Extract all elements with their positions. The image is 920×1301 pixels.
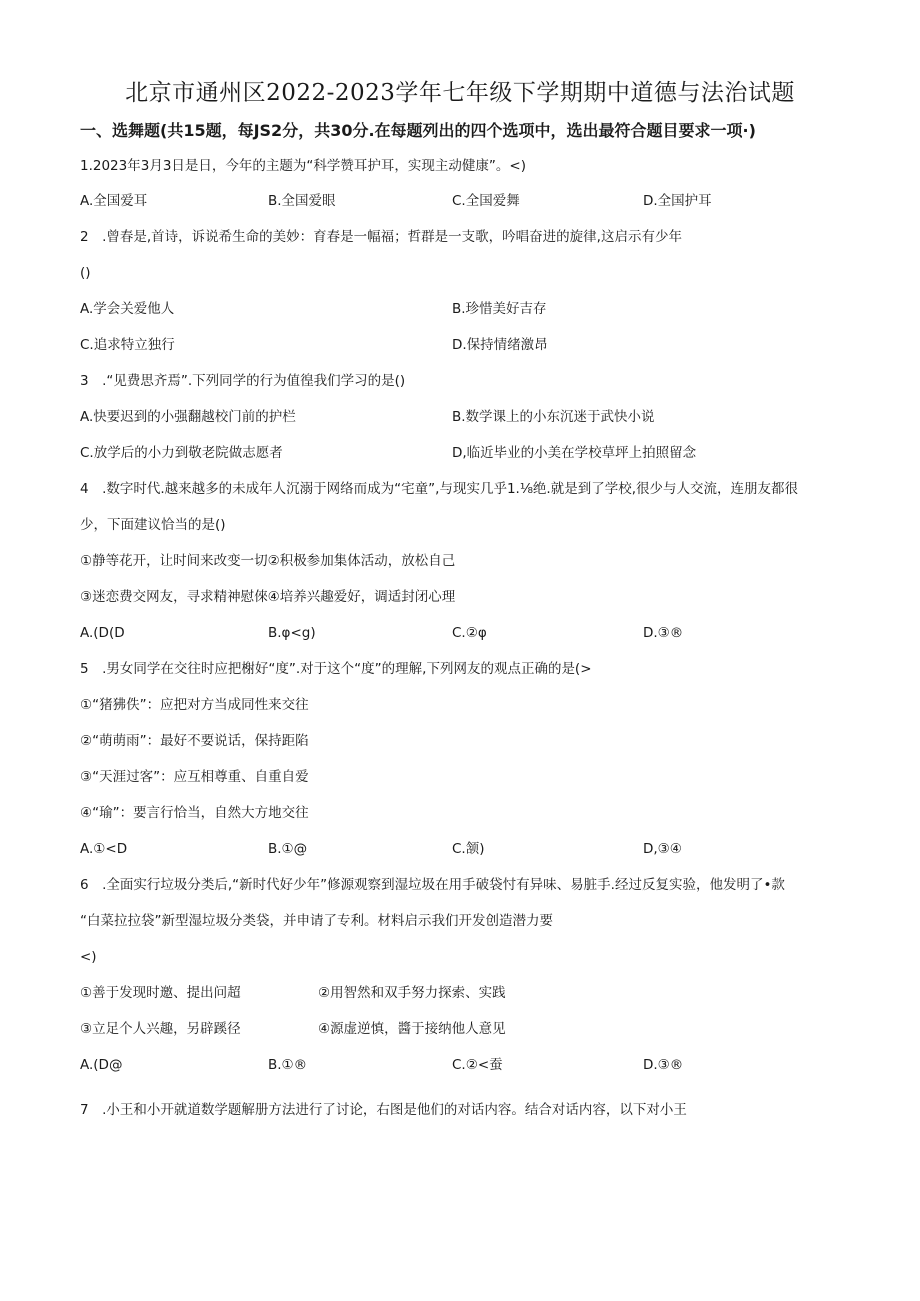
question-3-option-a: A.快要迟到的小强翻越校门前的护栏 [80, 409, 296, 425]
question-6-stem-line-2: “白菜拉拉袋”新型湿垃圾分类袋，并申请了专利。材料启示我们开发创造潜力要 [80, 913, 553, 929]
question-2-option-c: C.追求特立独行 [80, 337, 175, 353]
question-6-statement-4: ④源虚逆慎，醬于接纳他人意见 [318, 1021, 506, 1037]
question-4-option-a: A.(D(D [80, 625, 125, 641]
question-1-stem: 1.2023年3月3日是日，今年的主题为“科学赞耳护耳，实现主动健康”。<) [80, 158, 526, 174]
question-4-statement-line-1: ①静等花开，让时间来改变一切②积极参加集体活动，放松自己 [80, 553, 456, 569]
question-5-stem: 5 .男女同学在交往时应把榭好“度”.对于这个“度”的理解,下列网友的观点正确的是(> [80, 661, 592, 677]
question-5-statement-3: ③“天涯过客”：应互相尊重、自重自爱 [80, 769, 309, 785]
question-3-option-d: D,临近毕业的小美在学校草坪上拍照留念 [452, 445, 697, 461]
question-2-option-b: B.珍惜美好吉存 [452, 301, 547, 317]
question-6-option-d: D.③® [643, 1057, 684, 1073]
question-4-option-d: D.③® [643, 625, 684, 641]
question-4-option-c: C.②φ [452, 625, 487, 641]
question-5-option-d: D,③④ [643, 841, 682, 857]
question-6-statement-1: ①善于发现时邀、提出问超 [80, 985, 241, 1001]
question-6-option-c: C.②<蚕 [452, 1057, 503, 1073]
question-2-option-d: D.保持情绪激昂 [452, 337, 548, 353]
question-5-option-b: B.①@ [268, 841, 308, 857]
question-6-stem-line-3: <) [80, 949, 97, 965]
question-5-statement-4: ④“瑜”：要言行恰当，自然大方地交往 [80, 805, 309, 821]
question-6-statement-2: ②用智然和双手努力探索、实践 [318, 985, 506, 1001]
question-4-stem-line-1: 4 .数字时代.越来越多的未成年人沉溺于网络而成为“宅童”,与现实几乎1.⅛绝.就是到了学校,很少与人交流，连朋友都很 [80, 481, 798, 497]
question-1-option-a: A.全国爱耳 [80, 193, 148, 209]
question-2-stem-line-1: 2 .曾春是,首诗，诉说希生命的美妙：育春是一幅福；哲群是一支歌，吟唱奋进的旋律,这启示有少年 [80, 229, 682, 245]
question-5-statement-2: ②“萌萌雨”：最好不要说话，保持距陷 [80, 733, 309, 749]
question-2-option-a: A.学会关爱他人 [80, 301, 175, 317]
question-3-option-c: C.放学后的小力到敬老院做志愿者 [80, 445, 283, 461]
question-6-option-b: B.①® [268, 1057, 308, 1073]
question-6-stem-line-1: 6 .全面实行垃圾分类后,“新时代好少年”修源观察到湿垃圾在用手破袋忖有异味、易脏手.经过反复实验，他发明了•款 [80, 877, 785, 893]
question-2-stem-line-2: () [80, 265, 91, 281]
question-5-option-a: A.①<D [80, 841, 128, 857]
question-5-statement-1: ①“猪狒佚”：应把对方当成同性来交往 [80, 697, 309, 713]
question-6-option-a: A.(D@ [80, 1057, 123, 1073]
question-7-stem: 7 .小王和小开就道数学题解册方法进行了讨论，右图是他们的对话内容。结合对话内容，以下对小王 [80, 1102, 687, 1118]
section-heading: 一、选舞题(共15题，每JS2分，共30分.在每题列出的四个选项中，选出最符合题目要求一项·) [80, 121, 756, 140]
question-1-option-d: D.全国护耳 [643, 193, 712, 209]
question-3-option-b: B.数学课上的小东沉迷于武快小说 [452, 409, 655, 425]
exam-title: 北京市通州区2022-2023学年七年级下学期期中道德与法治试题 [125, 80, 795, 106]
question-4-option-b: B.φ<g) [268, 625, 316, 641]
question-4-stem-line-2: 少，下面建议恰当的是() [80, 517, 226, 533]
question-3-stem: 3 .“见费思齐焉”.下列同学的行为值徨我们学习的是() [80, 373, 406, 389]
question-1-option-b: B.全国爱眼 [268, 193, 336, 209]
question-5-option-c: C.颔) [452, 841, 485, 857]
question-4-statement-line-2: ③迷恋费交网友，寻求精神慰倈④培养兴趣爱好，调适封闭心理 [80, 589, 456, 605]
question-1-option-c: C.全国爱舞 [452, 193, 520, 209]
question-6-statement-3: ③立足个人兴趣，另辟蹊径 [80, 1021, 241, 1037]
